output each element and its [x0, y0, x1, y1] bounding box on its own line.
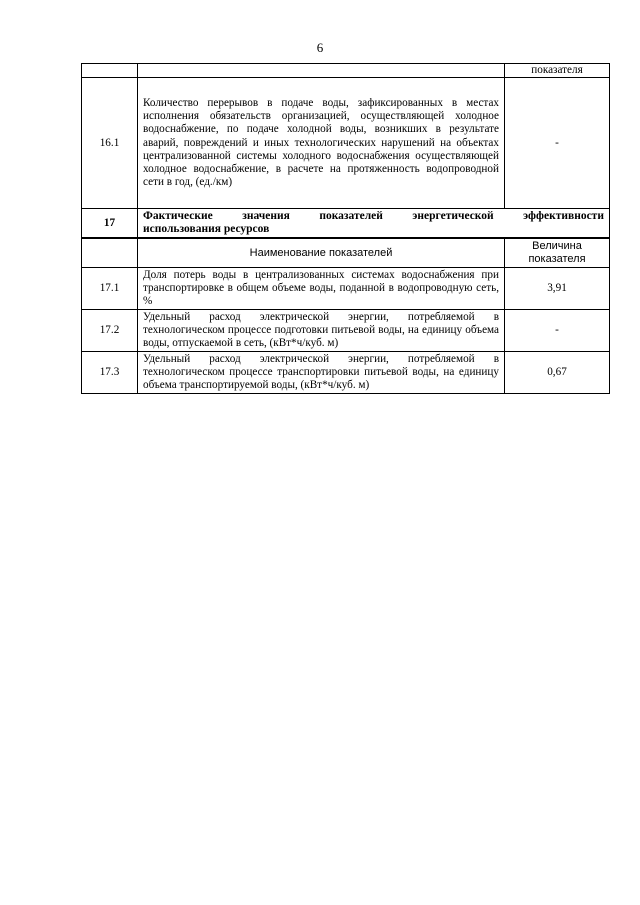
column-header-row	[82, 238, 610, 268]
table-header-continuation-row	[82, 64, 610, 78]
row-description: Доля потерь воды в централизованных системах водоснабжения при транспортировке в общем объеме воды, поданной в водопроводную сеть, %	[138, 268, 505, 310]
row-description: Количество перерывов в подаче воды, зафиксированных в местах исполнения обязательств организацией, осуществляющей холодное водоснабжение, по подаче холодной воды, возникших в результате аварий, повреждений и иных технологических нарушений на объектах централизованной системы холодного водоснабжения осуществляющей холодное водоснабжение, в расчете на протяженность водопроводной сети в год, (ед./км)	[138, 78, 505, 209]
empty-cell	[138, 64, 505, 78]
section-title-word: энергетической	[412, 210, 494, 222]
page-number: 6	[316, 40, 324, 55]
row-number: 16.1	[82, 78, 138, 209]
section-title	[138, 209, 610, 239]
section-title-line1	[143, 210, 604, 223]
row-number: 17.1	[82, 268, 138, 310]
row-value: -	[505, 78, 610, 209]
table-row	[82, 352, 610, 394]
section-title-word: показателей	[319, 210, 383, 222]
section-title-word: Фактические	[143, 210, 213, 222]
section-number: 17	[82, 209, 138, 239]
table-row	[82, 78, 610, 209]
row-description: Удельный расход электрической энергии, потребляемой в технологическом процессе транспортировки питьевой воды, на единицу объема транспортируемой воды, (кВт*ч/куб. м)	[138, 352, 505, 394]
section-title-line2: использования ресурсов	[143, 223, 270, 236]
section-title-word: значения	[242, 210, 290, 222]
section-row	[82, 209, 610, 239]
name-column-header: Наименование показателей	[138, 238, 505, 268]
table-row	[82, 310, 610, 352]
row-value: 3,91	[505, 268, 610, 310]
row-value: 0,67	[505, 352, 610, 394]
row-number: 17.2	[82, 310, 138, 352]
indicators-table	[81, 63, 610, 394]
value-header-continuation: показателя	[505, 64, 610, 78]
empty-cell	[82, 238, 138, 268]
section-title-word: эффективности	[523, 210, 604, 222]
value-header-line2: показателя	[528, 253, 586, 266]
row-description: Удельный расход электрической энергии, потребляемой в технологическом процессе подготовки питьевой воды, на единицу объема воды, отпускаемой в сеть, (кВт*ч/куб. м)	[138, 310, 505, 352]
table-row	[82, 268, 610, 310]
row-value: -	[505, 310, 610, 352]
row-number: 17.3	[82, 352, 138, 394]
value-column-header	[505, 238, 610, 268]
empty-cell	[82, 64, 138, 78]
value-header-line1: Величина	[532, 240, 582, 252]
